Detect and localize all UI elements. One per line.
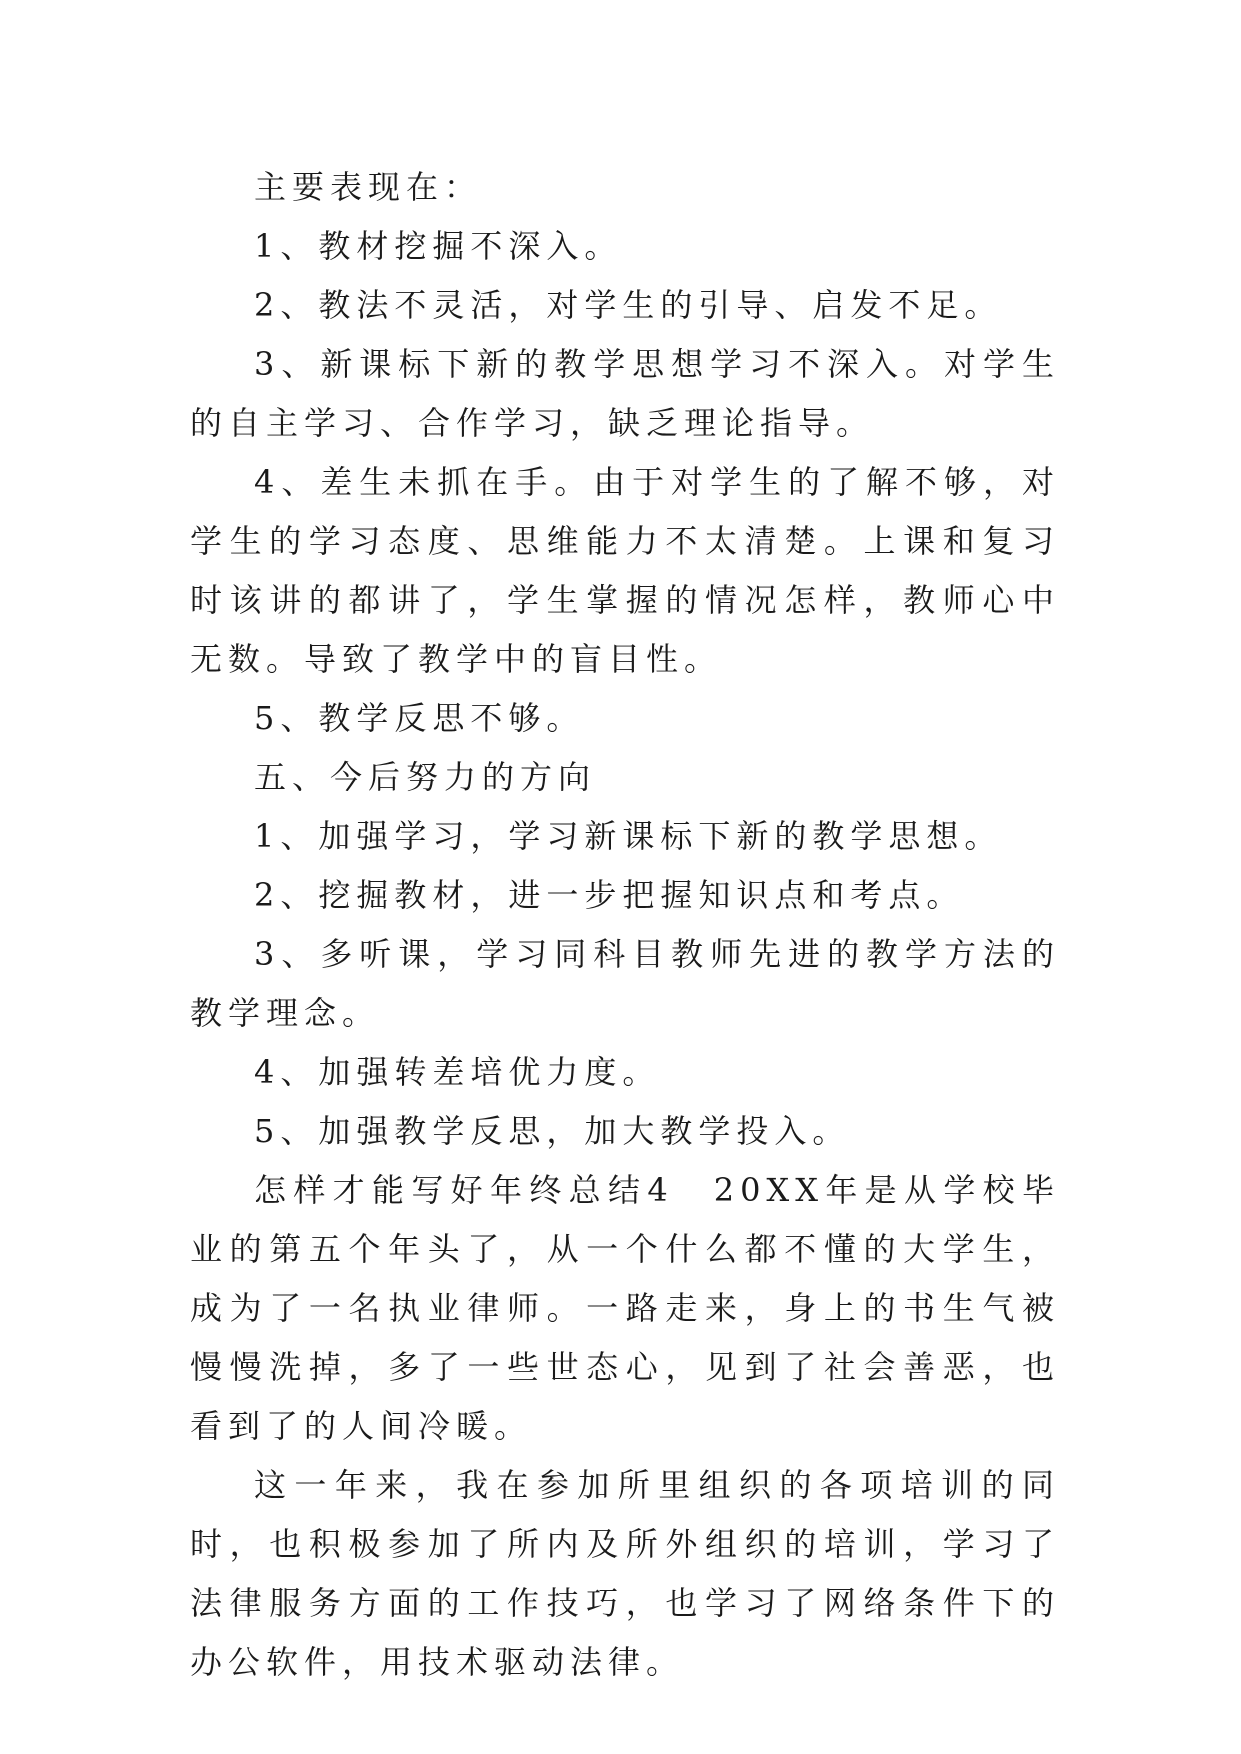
paragraph-closing: 这一年来，我在参加所里组织的各项培训的同时，也积极参加了所内及所外组织的培训，学习了法律服务方面的工作技巧，也学习了网络条件下的办公软件，用技术驱动法律。 <box>190 1466 1060 1681</box>
paragraph-item-4: 4、差生未抓在手。由于对学生的了解不够，对学生的学习态度、思维能力不太清楚。上课和复习时该讲的都讲了，学生掌握的情况怎样，教师心中无数。导致了教学中的盲目性。 <box>190 463 1060 678</box>
paragraph-item-1: 1、教材挖掘不深入。 <box>254 227 623 265</box>
paragraph-item-3: 3、新课标下新的教学思想学习不深入。对学生的自主学习、合作学习，缺乏理论指导。 <box>190 345 1060 442</box>
paragraph-future-3: 3、多听课，学习同科目教师先进的教学方法的教学理念。 <box>190 935 1060 1032</box>
section-heading-future-direction: 五、今后努力的方向 <box>254 758 597 796</box>
paragraph-item-2: 2、教法不灵活，对学生的引导、启发不足。 <box>254 286 1003 324</box>
paragraph-future-4: 4、加强转差培优力度。 <box>254 1053 661 1091</box>
paragraph-section-4 <box>190 1161 1060 1456</box>
paragraph-main-performance: 主要表现在： <box>254 168 483 206</box>
paragraph-future-5: 5、加强教学反思，加大教学投入。 <box>254 1112 851 1150</box>
section-4-text: 20XX年是从学校毕业的第五个年头了，从一个什么都不懂的大学生，成为了一名执业律师。一路走来，身上的书生气被慢慢洗掉，多了一些世态心，见到了社会善恶，也看到了的人间冷暖。 <box>190 1171 1060 1445</box>
paragraph-future-2: 2、挖掘教材，进一步把握知识点和考点。 <box>254 876 965 914</box>
section-4-heading: 怎样才能写好年终总结4 <box>254 1171 674 1209</box>
paragraph-item-5: 5、教学反思不够。 <box>254 699 585 737</box>
paragraph-future-1: 1、加强学习，学习新课标下新的教学思想。 <box>254 817 1003 855</box>
document-body <box>190 158 1060 1692</box>
